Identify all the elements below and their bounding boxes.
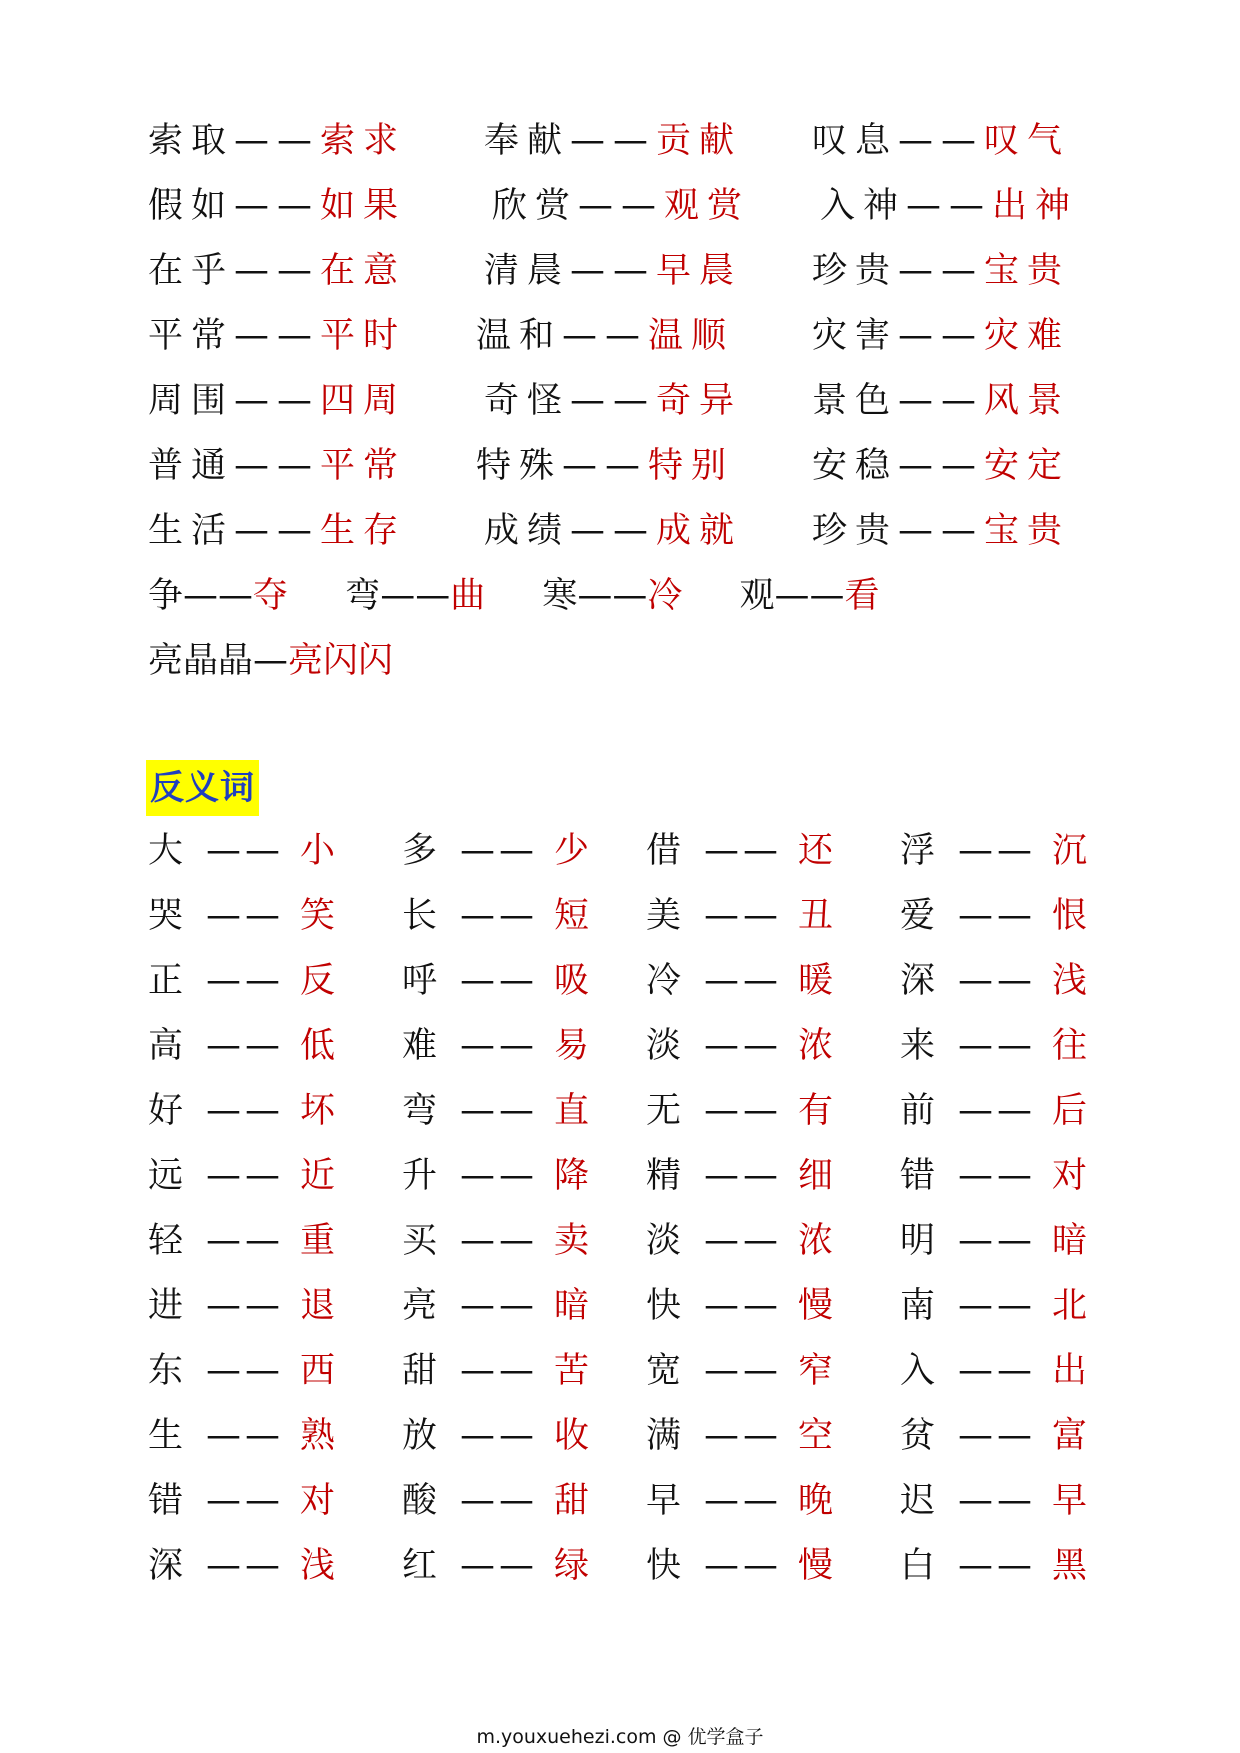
- dash: ——: [460, 1091, 538, 1131]
- dash: ——: [206, 1546, 284, 1586]
- word: 浮: [900, 831, 936, 871]
- antonym-pair: [646, 1541, 833, 1591]
- antonym-pair: [646, 1151, 833, 1201]
- dash: ——: [206, 1351, 284, 1391]
- dash: ——: [898, 381, 985, 421]
- answer: 直: [554, 1091, 590, 1131]
- answer: 少: [554, 831, 590, 871]
- word: 买: [402, 1221, 438, 1261]
- dash: ——: [958, 1026, 1036, 1066]
- answer: 温顺: [648, 316, 735, 356]
- synonym-pair: [148, 576, 288, 616]
- antonym-pair: [148, 1476, 335, 1526]
- word: 来: [900, 1026, 936, 1066]
- dash: ——: [234, 446, 321, 486]
- antonym-pair: [148, 956, 335, 1006]
- word: 珍贵: [812, 251, 899, 291]
- dash: ——: [570, 511, 657, 551]
- synonym-pair: [542, 576, 682, 616]
- antonym-heading: 反义词: [146, 760, 259, 816]
- dash: ——: [774, 576, 845, 616]
- dash: ——: [958, 1221, 1036, 1261]
- answer: 观赏: [664, 186, 751, 226]
- antonym-pair: [900, 1541, 1087, 1591]
- dash: ——: [898, 121, 985, 161]
- antonym-pair: [646, 1086, 833, 1136]
- answer: 重: [300, 1221, 336, 1261]
- antonym-pair: [402, 956, 589, 1006]
- word: 明: [900, 1221, 936, 1261]
- answer: 对: [300, 1481, 336, 1521]
- synonym-pair: [484, 506, 742, 556]
- word: 安稳: [812, 446, 899, 486]
- dash: ——: [958, 831, 1036, 871]
- dash: ——: [562, 446, 649, 486]
- answer: 贡献: [656, 121, 743, 161]
- dash: ——: [958, 1286, 1036, 1326]
- dash: ——: [570, 121, 657, 161]
- word: 哭: [148, 896, 184, 936]
- word: 错: [148, 1481, 184, 1521]
- dash: ——: [898, 316, 985, 356]
- dash: ——: [234, 121, 321, 161]
- word: 美: [646, 896, 682, 936]
- word: 错: [900, 1156, 936, 1196]
- answer: 笑: [300, 896, 336, 936]
- dash: ——: [206, 1286, 284, 1326]
- answer: 退: [300, 1286, 336, 1326]
- answer: 浓: [798, 1221, 834, 1261]
- word: 借: [646, 831, 682, 871]
- word: 冷: [646, 961, 682, 1001]
- answer: 浅: [300, 1546, 336, 1586]
- antonym-pair: [900, 956, 1087, 1006]
- synonym-pair: [148, 506, 406, 556]
- dash: ——: [562, 316, 649, 356]
- antonym-pair: [646, 826, 833, 876]
- word: 甜: [402, 1351, 438, 1391]
- word: 快: [646, 1286, 682, 1326]
- answer: 甜: [554, 1481, 590, 1521]
- answer: 浅: [1052, 961, 1088, 1001]
- answer: 晚: [798, 1481, 834, 1521]
- dash: ——: [460, 1351, 538, 1391]
- answer: 窄: [798, 1351, 834, 1391]
- answer: 出: [1052, 1351, 1088, 1391]
- word: 满: [646, 1416, 682, 1456]
- synonym-pair: [492, 181, 750, 231]
- synonym-pair: [484, 116, 742, 166]
- dash: ——: [460, 1286, 538, 1326]
- answer: 暗: [554, 1286, 590, 1326]
- answer: 浓: [798, 1026, 834, 1066]
- word: 呼: [402, 961, 438, 1001]
- dash: ——: [704, 961, 782, 1001]
- word: 迟: [900, 1481, 936, 1521]
- antonym-pair: [900, 1021, 1087, 1071]
- word: 爱: [900, 896, 936, 936]
- word: 南: [900, 1286, 936, 1326]
- word: 快: [646, 1546, 682, 1586]
- word: 生活: [148, 511, 235, 551]
- dash: ——: [234, 381, 321, 421]
- dash: ——: [234, 316, 321, 356]
- antonym-pair: [402, 1411, 589, 1461]
- synonym-pair: [484, 246, 742, 296]
- antonym-pair: [402, 1151, 589, 1201]
- dash: ——: [460, 1221, 538, 1261]
- answer: 近: [300, 1156, 336, 1196]
- answer: 小: [300, 831, 336, 871]
- dash: ——: [577, 576, 648, 616]
- word: 景色: [812, 381, 899, 421]
- antonym-pair: [148, 1151, 335, 1201]
- antonym-pair: [900, 1411, 1087, 1461]
- synonym-pair: [476, 441, 734, 491]
- antonym-pair: [402, 1281, 589, 1331]
- word: 成绩: [484, 511, 571, 551]
- answer: 西: [300, 1351, 336, 1391]
- word: 亮晶晶: [148, 641, 254, 681]
- antonym-pair: [148, 826, 335, 876]
- answer: 宝贵: [984, 251, 1071, 291]
- dash: ——: [380, 576, 451, 616]
- dash: ——: [206, 1416, 284, 1456]
- antonym-pair: [646, 1476, 833, 1526]
- word: 奉献: [484, 121, 571, 161]
- dash: ——: [704, 1091, 782, 1131]
- word: 宽: [646, 1351, 682, 1391]
- answer: 出神: [992, 186, 1079, 226]
- word: 白: [900, 1546, 936, 1586]
- synonym-pair: [148, 116, 406, 166]
- antonym-pair: [402, 1476, 589, 1526]
- answer: 还: [798, 831, 834, 871]
- antonym-pair: [402, 891, 589, 941]
- answer: 北: [1052, 1286, 1088, 1326]
- word: 温和: [476, 316, 563, 356]
- answer: 低: [300, 1026, 336, 1066]
- dash: ——: [183, 576, 254, 616]
- word: 淡: [646, 1221, 682, 1261]
- dash: ——: [704, 831, 782, 871]
- antonym-pair: [148, 1541, 335, 1591]
- dash: ——: [460, 1546, 538, 1586]
- word: 弯: [345, 576, 381, 616]
- answer: 往: [1052, 1026, 1088, 1066]
- dash: ——: [704, 896, 782, 936]
- answer: 冷: [647, 576, 683, 616]
- dash: ——: [704, 1156, 782, 1196]
- dash: ——: [206, 1221, 284, 1261]
- answer: 短: [554, 896, 590, 936]
- antonym-pair: [148, 1411, 335, 1461]
- answer: 富: [1052, 1416, 1088, 1456]
- answer: 索求: [320, 121, 407, 161]
- answer: 吸: [554, 961, 590, 1001]
- antonym-pair: [402, 1216, 589, 1266]
- answer: 早: [1052, 1481, 1088, 1521]
- answer: 在意: [320, 251, 407, 291]
- answer: 慢: [798, 1286, 834, 1326]
- synonym-pair: [812, 246, 1070, 296]
- dash: ——: [898, 251, 985, 291]
- antonym-pair: [900, 1086, 1087, 1136]
- dash: ——: [958, 1351, 1036, 1391]
- word: 多: [402, 831, 438, 871]
- antonym-pair: [900, 1151, 1087, 1201]
- answer: 绿: [554, 1546, 590, 1586]
- dash: ——: [704, 1286, 782, 1326]
- dash: ——: [206, 1156, 284, 1196]
- antonym-pair: [402, 1086, 589, 1136]
- word: 酸: [402, 1481, 438, 1521]
- answer: 如果: [320, 186, 407, 226]
- antonym-pair: [900, 891, 1087, 941]
- answer: 细: [798, 1156, 834, 1196]
- word: 周围: [148, 381, 235, 421]
- dash: ——: [570, 251, 657, 291]
- synonym-pair: [812, 441, 1070, 491]
- antonym-pair: [646, 1346, 833, 1396]
- word: 寒: [542, 576, 578, 616]
- answer: 四周: [320, 381, 407, 421]
- dash: ——: [460, 1026, 538, 1066]
- antonym-pair: [402, 1541, 589, 1591]
- answer: 降: [554, 1156, 590, 1196]
- dash: ——: [234, 251, 321, 291]
- answer: 空: [798, 1416, 834, 1456]
- dash: ——: [704, 1546, 782, 1586]
- word: 争: [148, 576, 184, 616]
- dash: ——: [460, 1481, 538, 1521]
- antonym-pair: [148, 1021, 335, 1071]
- synonym-pair: [148, 441, 406, 491]
- word: 东: [148, 1351, 184, 1391]
- answer: 恨: [1052, 896, 1088, 936]
- dash: ——: [460, 1156, 538, 1196]
- word: 高: [148, 1026, 184, 1066]
- word: 平常: [148, 316, 235, 356]
- word: 轻: [148, 1221, 184, 1261]
- answer: 成就: [656, 511, 743, 551]
- dash: ——: [958, 1156, 1036, 1196]
- answer: 奇异: [656, 381, 743, 421]
- dash: ——: [898, 446, 985, 486]
- antonym-pair: [646, 1216, 833, 1266]
- word: 观: [739, 576, 775, 616]
- dash: ——: [704, 1351, 782, 1391]
- antonym-pair: [148, 1086, 335, 1136]
- dash: ——: [206, 1091, 284, 1131]
- answer: 特别: [648, 446, 735, 486]
- dash: ——: [704, 1416, 782, 1456]
- dash: ——: [460, 831, 538, 871]
- dash: ——: [958, 1091, 1036, 1131]
- synonym-pair: [812, 116, 1070, 166]
- dash: ——: [460, 896, 538, 936]
- synonym-last-row: [148, 636, 393, 686]
- answer: 收: [554, 1416, 590, 1456]
- answer: 丑: [798, 896, 834, 936]
- dash: ——: [206, 1481, 284, 1521]
- answer: 亮闪闪: [288, 641, 394, 681]
- synonym-pair: [476, 311, 734, 361]
- answer: 熟: [300, 1416, 336, 1456]
- synonym-pair: [148, 181, 406, 231]
- dash: ——: [906, 186, 993, 226]
- answer: 易: [554, 1026, 590, 1066]
- antonym-pair: [900, 1281, 1087, 1331]
- synonym-pair: [148, 376, 406, 426]
- answer: 看: [844, 576, 880, 616]
- answer: 黑: [1052, 1546, 1088, 1586]
- antonym-pair: [646, 891, 833, 941]
- word: 假如: [148, 186, 235, 226]
- synonym-pair: [812, 506, 1070, 556]
- dash: ——: [206, 896, 284, 936]
- antonym-pair: [646, 1021, 833, 1071]
- word: 在乎: [148, 251, 235, 291]
- dash: ——: [206, 831, 284, 871]
- word: 珍贵: [812, 511, 899, 551]
- word: 索取: [148, 121, 235, 161]
- answer: 生存: [320, 511, 407, 551]
- footer-text: m.youxuehezi.com @ 优学盒子: [476, 1726, 764, 1748]
- word: 好: [148, 1091, 184, 1131]
- word: 特殊: [476, 446, 563, 486]
- synonym-pair: [812, 311, 1070, 361]
- word: 大: [148, 831, 184, 871]
- synonym-pair: [148, 311, 406, 361]
- word: 奇怪: [484, 381, 571, 421]
- word: 欣赏: [492, 186, 579, 226]
- dash: ——: [704, 1026, 782, 1066]
- answer: 平常: [320, 446, 407, 486]
- antonym-pair: [900, 826, 1087, 876]
- dash: ——: [898, 511, 985, 551]
- answer: 反: [300, 961, 336, 1001]
- antonym-pair: [148, 891, 335, 941]
- answer: 夺: [253, 576, 289, 616]
- antonym-pair: [646, 1281, 833, 1331]
- word: 入神: [820, 186, 907, 226]
- word: 贫: [900, 1416, 936, 1456]
- antonym-pair: [900, 1346, 1087, 1396]
- answer: 坏: [300, 1091, 336, 1131]
- dash: ——: [570, 381, 657, 421]
- word: 清晨: [484, 251, 571, 291]
- dash: —: [253, 641, 289, 681]
- antonym-pair: [900, 1476, 1087, 1526]
- word: 入: [900, 1351, 936, 1391]
- word: 弯: [402, 1091, 438, 1131]
- antonym-pair: [900, 1216, 1087, 1266]
- dash: ——: [206, 961, 284, 1001]
- answer: 苦: [554, 1351, 590, 1391]
- word: 升: [402, 1156, 438, 1196]
- dash: ——: [958, 1481, 1036, 1521]
- word: 前: [900, 1091, 936, 1131]
- answer: 叹气: [984, 121, 1071, 161]
- dash: ——: [234, 511, 321, 551]
- antonym-pair: [646, 1411, 833, 1461]
- answer: 平时: [320, 316, 407, 356]
- answer: 暗: [1052, 1221, 1088, 1261]
- synonym-pair: [345, 576, 485, 616]
- word: 放: [402, 1416, 438, 1456]
- antonym-pair: [148, 1216, 335, 1266]
- answer: 宝贵: [984, 511, 1071, 551]
- word: 深: [148, 1546, 184, 1586]
- dash: ——: [206, 1026, 284, 1066]
- dash: ——: [460, 1416, 538, 1456]
- dash: ——: [958, 1416, 1036, 1456]
- synonym-pair: [484, 376, 742, 426]
- dash: ——: [704, 1221, 782, 1261]
- dash: ——: [704, 1481, 782, 1521]
- answer: 早晨: [656, 251, 743, 291]
- word: 远: [148, 1156, 184, 1196]
- dash: ——: [958, 896, 1036, 936]
- antonym-pair: [402, 1021, 589, 1071]
- dash: ——: [578, 186, 665, 226]
- word: 灾害: [812, 316, 899, 356]
- answer: 卖: [554, 1221, 590, 1261]
- word: 进: [148, 1286, 184, 1326]
- word: 深: [900, 961, 936, 1001]
- word: 长: [402, 896, 438, 936]
- word: 普通: [148, 446, 235, 486]
- word: 生: [148, 1416, 184, 1456]
- antonym-pair: [402, 1346, 589, 1396]
- answer: 暖: [798, 961, 834, 1001]
- synonym-pair: [148, 246, 406, 296]
- dash: ——: [958, 1546, 1036, 1586]
- word: 亮: [402, 1286, 438, 1326]
- word: 无: [646, 1091, 682, 1131]
- answer: 风景: [984, 381, 1071, 421]
- dash: ——: [460, 961, 538, 1001]
- answer: 对: [1052, 1156, 1088, 1196]
- synonym-short-row: [148, 571, 926, 621]
- word: 正: [148, 961, 184, 1001]
- answer: 后: [1052, 1091, 1088, 1131]
- antonym-pair: [402, 826, 589, 876]
- word: 早: [646, 1481, 682, 1521]
- answer: 曲: [450, 576, 486, 616]
- answer: 沉: [1052, 831, 1088, 871]
- dash: ——: [234, 186, 321, 226]
- antonym-pair: [646, 956, 833, 1006]
- word: 淡: [646, 1026, 682, 1066]
- word: 难: [402, 1026, 438, 1066]
- word: 红: [402, 1546, 438, 1586]
- answer: 有: [798, 1091, 834, 1131]
- synonym-pair: [812, 376, 1070, 426]
- answer: 慢: [798, 1546, 834, 1586]
- word: 精: [646, 1156, 682, 1196]
- dash: ——: [958, 961, 1036, 1001]
- answer: 安定: [984, 446, 1071, 486]
- answer: 灾难: [984, 316, 1071, 356]
- antonym-pair: [148, 1346, 335, 1396]
- synonym-pair: [740, 576, 880, 616]
- antonym-pair: [148, 1281, 335, 1331]
- word: 叹息: [812, 121, 899, 161]
- synonym-pair: [820, 181, 1078, 231]
